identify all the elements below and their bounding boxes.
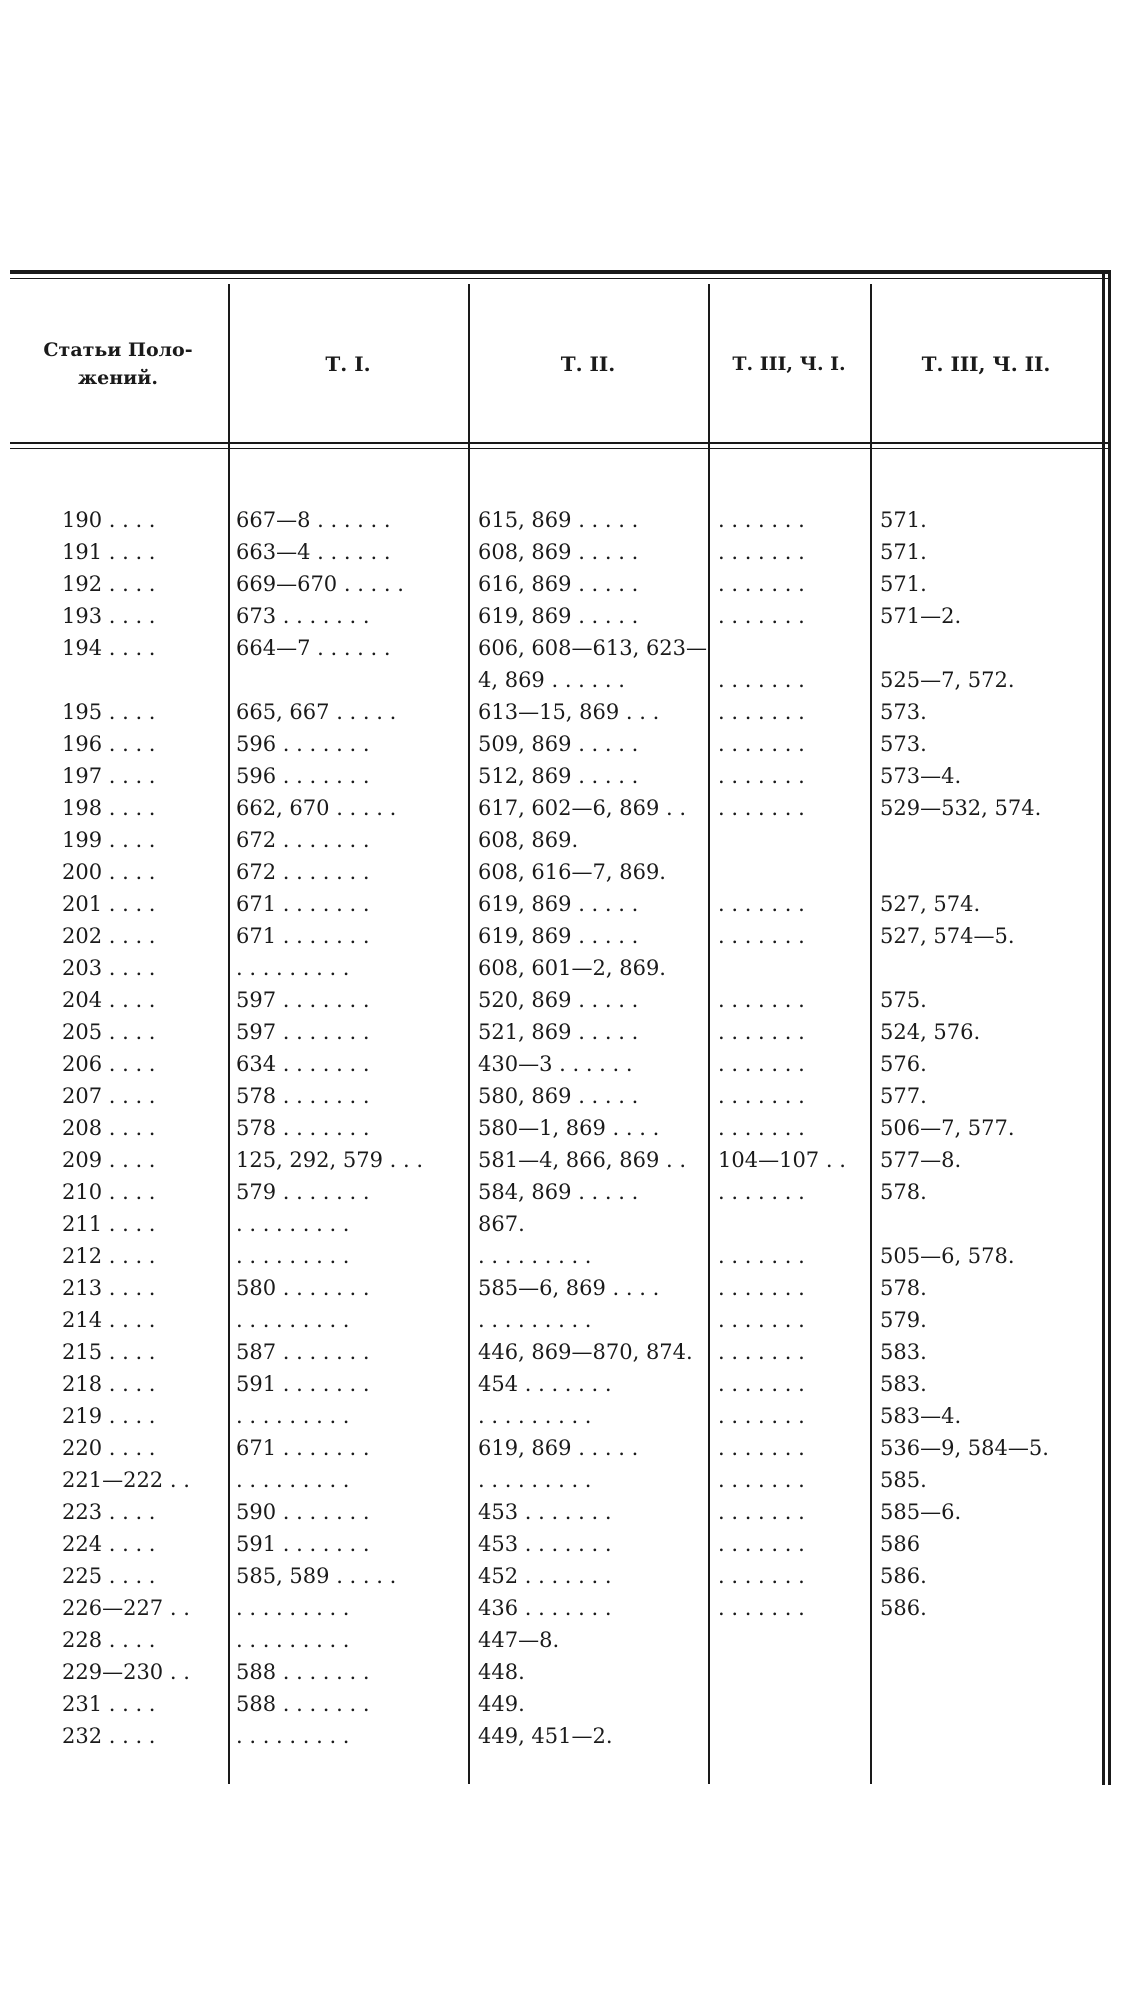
article-cell: 226—227 . . bbox=[62, 1596, 190, 1620]
vol-2-cell: 608, 616—7, 869. bbox=[478, 860, 666, 884]
vol-1-cell: 665, 667 . . . . . bbox=[236, 700, 397, 724]
table-row bbox=[10, 1272, 1110, 1304]
article-cell: 203 . . . . bbox=[62, 956, 156, 980]
vol-3-part-2-cell: 576. bbox=[880, 1052, 927, 1076]
vol-1-cell: . . . . . . . . . bbox=[236, 1596, 350, 1620]
vol-3-part-2-cell: 536—9, 584—5. bbox=[880, 1436, 1049, 1460]
vol-3-part-1-cell: . . . . . . . bbox=[718, 1564, 805, 1588]
vol-3-part-2-cell: 586. bbox=[880, 1596, 927, 1620]
vol-3-part-2-cell: 578. bbox=[880, 1276, 927, 1300]
vol-1-cell: 672 . . . . . . . bbox=[236, 828, 370, 852]
article-cell: 191 . . . . bbox=[62, 540, 156, 564]
vol-3-part-1-cell: . . . . . . . bbox=[718, 1340, 805, 1364]
table-row bbox=[10, 1048, 1110, 1080]
article-cell: 192 . . . . bbox=[62, 572, 156, 596]
vol-1-cell: 588 . . . . . . . bbox=[236, 1692, 370, 1716]
vol-1-cell: 590 . . . . . . . bbox=[236, 1500, 370, 1524]
article-cell: 221—222 . . bbox=[62, 1468, 190, 1492]
vol-2-cell: 619, 869 . . . . . bbox=[478, 1436, 639, 1460]
vol-1-cell: 587 . . . . . . . bbox=[236, 1340, 370, 1364]
vol-3-part-1-cell: . . . . . . . bbox=[718, 892, 805, 916]
vol-3-part-2-cell bbox=[880, 1720, 1100, 1752]
table-row bbox=[10, 632, 1110, 664]
vol-2-cell: 452 . . . . . . . bbox=[478, 1564, 612, 1588]
vol-3-part-2-cell: 525—7, 572. bbox=[880, 668, 1015, 692]
vol-3-part-1-cell bbox=[718, 824, 870, 856]
vol-2-cell: 584, 869 . . . . . bbox=[478, 1180, 639, 1204]
vol-2-cell: 430—3 . . . . . . bbox=[478, 1052, 633, 1076]
vol-3-part-2-cell bbox=[880, 632, 1100, 664]
vol-3-part-2-cell: 579. bbox=[880, 1308, 927, 1332]
vol-3-part-2-cell: 571. bbox=[880, 508, 927, 532]
vol-3-part-1-cell: . . . . . . . bbox=[718, 540, 805, 564]
vol-1-cell: 669—670 . . . . . bbox=[236, 572, 404, 596]
header-vol-3-part-2: Т. III, Ч. II. bbox=[921, 352, 1051, 376]
article-cell: 215 . . . . bbox=[62, 1340, 156, 1364]
vol-3-part-1-cell: . . . . . . . bbox=[718, 1276, 805, 1300]
vol-3-part-1-cell: . . . . . . . bbox=[718, 1052, 805, 1076]
vol-3-part-2-cell: 571. bbox=[880, 540, 927, 564]
vol-2-cell: 454 . . . . . . . bbox=[478, 1372, 612, 1396]
table-row bbox=[10, 1304, 1110, 1336]
article-cell: 190 . . . . bbox=[62, 508, 156, 532]
vol-3-part-2-cell bbox=[880, 1208, 1100, 1240]
table-row bbox=[10, 1176, 1110, 1208]
table-row bbox=[10, 1656, 1110, 1688]
table-row bbox=[10, 984, 1110, 1016]
vol-2-cell: 608, 869. bbox=[478, 828, 579, 852]
article-cell: 205 . . . . bbox=[62, 1020, 156, 1044]
table-row bbox=[10, 1624, 1110, 1656]
vol-1-cell: . . . . . . . . . bbox=[236, 1404, 350, 1428]
article-cell: 232 . . . . bbox=[62, 1724, 156, 1748]
article-cell: 228 . . . . bbox=[62, 1628, 156, 1652]
article-cell: 214 . . . . bbox=[62, 1308, 156, 1332]
vol-1-cell: 671 . . . . . . . bbox=[236, 1436, 370, 1460]
vol-1-cell: . . . . . . . . . bbox=[236, 1212, 350, 1236]
vol-1-cell: 596 . . . . . . . bbox=[236, 732, 370, 756]
top-rule-thin bbox=[10, 278, 1110, 279]
vol-2-cell: 606, 608—613, 623— bbox=[478, 636, 708, 660]
vol-3-part-2-cell: 585—6. bbox=[880, 1500, 962, 1524]
header-articles: Статьи Поло- жений. bbox=[43, 339, 193, 389]
vol-2-cell: 447—8. bbox=[478, 1628, 560, 1652]
article-cell: 210 . . . . bbox=[62, 1180, 156, 1204]
article-cell: 193 . . . . bbox=[62, 604, 156, 628]
vol-3-part-1-cell: . . . . . . . bbox=[718, 1372, 805, 1396]
table-row bbox=[10, 696, 1110, 728]
article-cell: 202 . . . . bbox=[62, 924, 156, 948]
vol-3-part-2-cell bbox=[880, 1624, 1100, 1656]
vol-1-cell: . . . . . . . . . bbox=[236, 1724, 350, 1748]
vol-3-part-2-cell: 573. bbox=[880, 732, 927, 756]
vol-2-cell: . . . . . . . . . bbox=[478, 1308, 592, 1332]
article-cell: 231 . . . . bbox=[62, 1692, 156, 1716]
header-rule bbox=[10, 442, 1110, 444]
vol-3-part-1-cell bbox=[718, 1208, 870, 1240]
vol-1-cell: 667—8 . . . . . . bbox=[236, 508, 391, 532]
table-row bbox=[10, 1528, 1110, 1560]
vol-1-cell: . . . . . . . . . bbox=[236, 1308, 350, 1332]
table-row bbox=[10, 1464, 1110, 1496]
article-cell: 220 . . . . bbox=[62, 1436, 156, 1460]
vol-3-part-1-cell bbox=[718, 632, 870, 664]
table-row bbox=[10, 568, 1110, 600]
vol-3-part-2-cell: 583. bbox=[880, 1340, 927, 1364]
table-row bbox=[10, 536, 1110, 568]
article-cell: 198 . . . . bbox=[62, 796, 156, 820]
vol-3-part-1-cell bbox=[718, 1688, 870, 1720]
article-cell: 196 . . . . bbox=[62, 732, 156, 756]
table-row bbox=[10, 1368, 1110, 1400]
vol-3-part-2-cell: 585. bbox=[880, 1468, 927, 1492]
vol-3-part-2-cell bbox=[880, 1688, 1100, 1720]
vol-3-part-1-cell: . . . . . . . bbox=[718, 572, 805, 596]
table-row bbox=[10, 1560, 1110, 1592]
vol-1-cell: 673 . . . . . . . bbox=[236, 604, 370, 628]
vol-2-cell: 436 . . . . . . . bbox=[478, 1596, 612, 1620]
table-row bbox=[10, 1592, 1110, 1624]
table-row bbox=[10, 1080, 1110, 1112]
article-cell: 199 . . . . bbox=[62, 828, 156, 852]
article-cell: 194 . . . . bbox=[62, 636, 156, 660]
vol-2-cell: 615, 869 . . . . . bbox=[478, 508, 639, 532]
vol-2-cell: 608, 601—2, 869. bbox=[478, 956, 666, 980]
vol-3-part-2-cell bbox=[880, 824, 1100, 856]
vol-3-part-1-cell: . . . . . . . bbox=[718, 604, 805, 628]
vol-1-cell: . . . . . . . . . bbox=[236, 1628, 350, 1652]
vol-3-part-2-cell: 571. bbox=[880, 572, 927, 596]
article-cell: 219 . . . . bbox=[62, 1404, 156, 1428]
vol-2-cell: 446, 869—870, 874. bbox=[478, 1340, 693, 1364]
vol-1-cell: 662, 670 . . . . . bbox=[236, 796, 397, 820]
vol-1-cell: 634 . . . . . . . bbox=[236, 1052, 370, 1076]
vol-2-cell: . . . . . . . . . bbox=[478, 1468, 592, 1492]
header-vol-3-part-1: Т. III, Ч. I. bbox=[732, 353, 846, 375]
vol-3-part-2-cell: 524, 576. bbox=[880, 1020, 981, 1044]
vol-3-part-1-cell: . . . . . . . bbox=[718, 668, 805, 692]
vol-2-cell: 608, 869 . . . . . bbox=[478, 540, 639, 564]
table-row bbox=[10, 792, 1110, 824]
vol-3-part-1-cell: . . . . . . . bbox=[718, 796, 805, 820]
vol-2-cell: 619, 869 . . . . . bbox=[478, 604, 639, 628]
vol-2-cell: 619, 869 . . . . . bbox=[478, 924, 639, 948]
vol-3-part-1-cell: . . . . . . . bbox=[718, 1020, 805, 1044]
vol-1-cell: 663—4 . . . . . . bbox=[236, 540, 391, 564]
vol-3-part-2-cell: 575. bbox=[880, 988, 927, 1012]
table-row bbox=[10, 952, 1110, 984]
table-row bbox=[10, 1496, 1110, 1528]
vol-3-part-2-cell bbox=[880, 856, 1100, 888]
vol-1-cell: . . . . . . . . . bbox=[236, 1244, 350, 1268]
table-row bbox=[10, 920, 1110, 952]
vol-3-part-1-cell: . . . . . . . bbox=[718, 1468, 805, 1492]
vol-2-cell: 449. bbox=[478, 1692, 525, 1716]
vol-1-cell: 591 . . . . . . . bbox=[236, 1372, 370, 1396]
vol-3-part-1-cell bbox=[718, 1624, 870, 1656]
vol-3-part-2-cell: 529—532, 574. bbox=[880, 796, 1042, 820]
table-row bbox=[10, 728, 1110, 760]
concordance-table bbox=[10, 270, 1110, 1785]
vol-2-cell: 867. bbox=[478, 1212, 525, 1236]
vol-3-part-2-cell: 573—4. bbox=[880, 764, 962, 788]
vol-3-part-1-cell: . . . . . . . bbox=[718, 1500, 805, 1524]
vol-3-part-1-cell: . . . . . . . bbox=[718, 1532, 805, 1556]
vol-3-part-2-cell: 505—6, 578. bbox=[880, 1244, 1015, 1268]
vol-1-cell: 591 . . . . . . . bbox=[236, 1532, 370, 1556]
table-row bbox=[10, 856, 1110, 888]
vol-3-part-2-cell bbox=[880, 1656, 1100, 1688]
vol-2-cell: 453 . . . . . . . bbox=[478, 1500, 612, 1524]
vol-2-cell: 613—15, 869 . . . bbox=[478, 700, 660, 724]
table-row bbox=[10, 888, 1110, 920]
vol-2-cell: . . . . . . . . . bbox=[478, 1404, 592, 1428]
vol-3-part-1-cell: . . . . . . . bbox=[718, 1404, 805, 1428]
vol-2-cell: 580—1, 869 . . . . bbox=[478, 1116, 660, 1140]
table-row bbox=[10, 600, 1110, 632]
vol-3-part-1-cell: . . . . . . . bbox=[718, 1180, 805, 1204]
vol-1-cell bbox=[236, 664, 468, 696]
vol-3-part-2-cell bbox=[880, 952, 1100, 984]
vol-3-part-1-cell bbox=[718, 1656, 870, 1688]
vol-3-part-1-cell: . . . . . . . bbox=[718, 1308, 805, 1332]
table-row bbox=[10, 1016, 1110, 1048]
table-row bbox=[10, 1688, 1110, 1720]
table-row bbox=[10, 1208, 1110, 1240]
vol-3-part-2-cell: 527, 574. bbox=[880, 892, 981, 916]
vol-2-cell: 512, 869 . . . . . bbox=[478, 764, 639, 788]
vol-2-cell: 453 . . . . . . . bbox=[478, 1532, 612, 1556]
vol-3-part-1-cell bbox=[718, 856, 870, 888]
article-cell bbox=[62, 664, 234, 696]
article-cell: 204 . . . . bbox=[62, 988, 156, 1012]
vol-3-part-2-cell: 571—2. bbox=[880, 604, 962, 628]
table-row bbox=[10, 824, 1110, 856]
vol-2-cell: 509, 869 . . . . . bbox=[478, 732, 639, 756]
table-row bbox=[10, 1144, 1110, 1176]
vol-3-part-2-cell: 586 bbox=[880, 1532, 921, 1556]
vol-1-cell: . . . . . . . . . bbox=[236, 956, 350, 980]
table-row bbox=[10, 1720, 1110, 1752]
article-cell: 212 . . . . bbox=[62, 1244, 156, 1268]
article-cell: 200 . . . . bbox=[62, 860, 156, 884]
vol-3-part-1-cell: . . . . . . . bbox=[718, 508, 805, 532]
vol-1-cell: 578 . . . . . . . bbox=[236, 1116, 370, 1140]
vol-2-cell: 521, 869 . . . . . bbox=[478, 1020, 639, 1044]
vol-2-cell: 520, 869 . . . . . bbox=[478, 988, 639, 1012]
vol-2-cell: 581—4, 866, 869 . . bbox=[478, 1148, 687, 1172]
vol-2-cell: 585—6, 869 . . . . bbox=[478, 1276, 660, 1300]
vol-2-cell: 580, 869 . . . . . bbox=[478, 1084, 639, 1108]
vol-3-part-1-cell bbox=[718, 1720, 870, 1752]
vol-1-cell: 671 . . . . . . . bbox=[236, 924, 370, 948]
article-cell: 229—230 . . bbox=[62, 1660, 190, 1684]
article-cell: 224 . . . . bbox=[62, 1532, 156, 1556]
vol-3-part-1-cell: 104—107 . . bbox=[718, 1148, 846, 1172]
vol-1-cell: 597 . . . . . . . bbox=[236, 1020, 370, 1044]
table-row bbox=[10, 1432, 1110, 1464]
article-cell: 206 . . . . bbox=[62, 1052, 156, 1076]
vol-3-part-1-cell: . . . . . . . bbox=[718, 1436, 805, 1460]
table-row bbox=[10, 1336, 1110, 1368]
vol-3-part-1-cell: . . . . . . . bbox=[718, 1084, 805, 1108]
vol-1-cell: 671 . . . . . . . bbox=[236, 892, 370, 916]
header-rule-thin bbox=[10, 448, 1110, 449]
vol-3-part-1-cell: . . . . . . . bbox=[718, 988, 805, 1012]
article-cell: 218 . . . . bbox=[62, 1372, 156, 1396]
vol-3-part-1-cell: . . . . . . . bbox=[718, 924, 805, 948]
vol-1-cell: 578 . . . . . . . bbox=[236, 1084, 370, 1108]
vol-3-part-2-cell: 527, 574—5. bbox=[880, 924, 1015, 948]
vol-2-cell: 448. bbox=[478, 1660, 525, 1684]
header-vol-2: Т. II. bbox=[560, 352, 616, 376]
vol-1-cell: 579 . . . . . . . bbox=[236, 1180, 370, 1204]
vol-2-cell: 449, 451—2. bbox=[478, 1724, 613, 1748]
table-row bbox=[10, 504, 1110, 536]
vol-2-cell: 619, 869 . . . . . bbox=[478, 892, 639, 916]
article-cell: 209 . . . . bbox=[62, 1148, 156, 1172]
article-cell: 195 . . . . bbox=[62, 700, 156, 724]
vol-2-cell: 4, 869 . . . . . . bbox=[478, 668, 625, 692]
vol-3-part-2-cell: 583—4. bbox=[880, 1404, 962, 1428]
vol-3-part-2-cell: 583. bbox=[880, 1372, 927, 1396]
article-cell: 207 . . . . bbox=[62, 1084, 156, 1108]
article-cell: 197 . . . . bbox=[62, 764, 156, 788]
vol-3-part-1-cell: . . . . . . . bbox=[718, 732, 805, 756]
vol-3-part-1-cell: . . . . . . . bbox=[718, 1596, 805, 1620]
vol-3-part-2-cell: 578. bbox=[880, 1180, 927, 1204]
vol-3-part-2-cell: 577—8. bbox=[880, 1148, 962, 1172]
article-cell: 201 . . . . bbox=[62, 892, 156, 916]
table-row bbox=[10, 1112, 1110, 1144]
vol-3-part-2-cell: 577. bbox=[880, 1084, 927, 1108]
table-row bbox=[10, 664, 1110, 696]
vol-1-cell: 672 . . . . . . . bbox=[236, 860, 370, 884]
vol-1-cell: 580 . . . . . . . bbox=[236, 1276, 370, 1300]
vol-1-cell: 664—7 . . . . . . bbox=[236, 636, 391, 660]
article-cell: 211 . . . . bbox=[62, 1212, 156, 1236]
vol-1-cell: 125, 292, 579 . . . bbox=[236, 1148, 424, 1172]
header-vol-1: Т. I. bbox=[325, 352, 371, 376]
table-row bbox=[10, 1400, 1110, 1432]
vol-2-cell: 616, 869 . . . . . bbox=[478, 572, 639, 596]
vol-3-part-1-cell bbox=[718, 952, 870, 984]
top-rule bbox=[10, 270, 1110, 274]
vol-3-part-1-cell: . . . . . . . bbox=[718, 764, 805, 788]
vol-3-part-1-cell: . . . . . . . bbox=[718, 700, 805, 724]
article-cell: 213 . . . . bbox=[62, 1276, 156, 1300]
vol-3-part-2-cell: 506—7, 577. bbox=[880, 1116, 1015, 1140]
vol-1-cell: 597 . . . . . . . bbox=[236, 988, 370, 1012]
vol-3-part-1-cell: . . . . . . . bbox=[718, 1244, 805, 1268]
article-cell: 208 . . . . bbox=[62, 1116, 156, 1140]
vol-1-cell: 585, 589 . . . . . bbox=[236, 1564, 397, 1588]
vol-3-part-1-cell: . . . . . . . bbox=[718, 1116, 805, 1140]
table-row bbox=[10, 1240, 1110, 1272]
vol-3-part-2-cell: 573. bbox=[880, 700, 927, 724]
table-row bbox=[10, 760, 1110, 792]
vol-2-cell: 617, 602—6, 869 . . bbox=[478, 796, 687, 820]
article-cell: 225 . . . . bbox=[62, 1564, 156, 1588]
vol-1-cell: 596 . . . . . . . bbox=[236, 764, 370, 788]
vol-3-part-2-cell: 586. bbox=[880, 1564, 927, 1588]
vol-1-cell: . . . . . . . . . bbox=[236, 1468, 350, 1492]
vol-2-cell: . . . . . . . . . bbox=[478, 1244, 592, 1268]
vol-1-cell: 588 . . . . . . . bbox=[236, 1660, 370, 1684]
article-cell: 223 . . . . bbox=[62, 1500, 156, 1524]
